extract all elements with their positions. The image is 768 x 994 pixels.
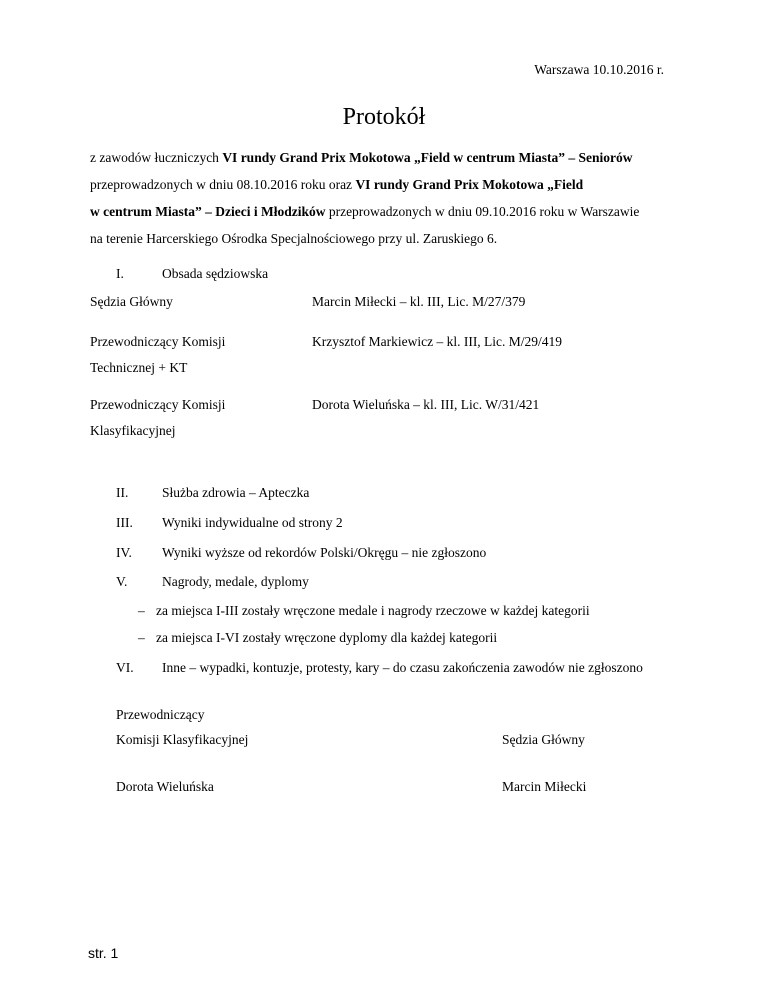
section-numeral: III. [116,515,133,530]
section-text: Wyniki wyższe od rekordów Polski/Okręgu – nie zgłoszono [162,545,487,560]
intro-line-1 [90,150,633,166]
intro-line-3 [90,204,639,220]
referee-name: Dorota Wieluńska – kl. III, Lic. W/31/421 [312,397,540,412]
intro-line-4: na terenie Harcerskiego Ośrodka Specjalnościowego przy ul. Zaruskiego 6. [90,231,498,246]
role-label: Przewodniczący Komisji [90,397,226,412]
bullet-dash: – [138,603,145,618]
section-numeral: IV. [116,545,132,560]
bullet-text: za miejsca I-VI zostały wręczone dyplomy dla każdej kategorii [156,630,498,645]
section-numeral: VI. [116,660,134,675]
referee-name: Marcin Miłecki – kl. III, Lic. M/27/379 [312,294,526,309]
document-date: Warszawa 10.10.2016 r. [534,62,664,77]
section-text: Inne – wypadki, kontuzje, protesty, kary – do czasu zakończenia zawodów nie zgłoszono [162,660,643,675]
role-label-continued: Klasyfikacyjnej [90,423,176,438]
intro-text: z zawodów łuczniczych [90,150,223,165]
signature-left-title: Komisji Klasyfikacyjnej [116,732,249,747]
section-heading: Obsada sędziowska [162,266,269,281]
document-title: Protokół [342,104,426,130]
intro-text: przeprowadzonych w dniu 08.10.2016 roku oraz [90,177,356,192]
signature-left-title: Przewodniczący [116,707,205,722]
section-numeral: I. [116,266,124,281]
role-label-continued: Technicznej + KT [90,360,188,375]
section-text: Służba zdrowia – Apteczka [162,485,310,500]
bullet-dash: – [138,630,145,645]
intro-bold-text: VI rundy Grand Prix Mokotowa „Field [355,177,584,192]
role-label: Przewodniczący Komisji [90,334,226,349]
intro-text: przeprowadzonych w dniu 09.10.2016 roku w Warszawie [325,204,640,219]
signature-right-title: Sędzia Główny [502,732,585,747]
signature-left-name: Dorota Wieluńska [116,779,214,794]
section-text: Nagrody, medale, dyplomy [162,574,309,589]
intro-bold-text: VI rundy Grand Prix Mokotowa „Field w centrum Miasta” – Seniorów [222,150,633,165]
bullet-text: za miejsca I-III zostały wręczone medale i nagrody rzeczowe w każdej kategorii [156,603,590,618]
signature-right-name: Marcin Miłecki [502,779,587,794]
page-number: str. 1 [88,945,119,961]
section-numeral: II. [116,485,129,500]
intro-bold-text: w centrum Miasta” – Dzieci i Młodzików [90,204,326,219]
intro-line-2 [90,177,583,193]
section-numeral: V. [116,574,128,589]
role-label: Sędzia Główny [90,294,173,309]
section-text: Wyniki indywidualne od strony 2 [162,515,343,530]
referee-name: Krzysztof Markiewicz – kl. III, Lic. M/29/419 [312,334,563,349]
